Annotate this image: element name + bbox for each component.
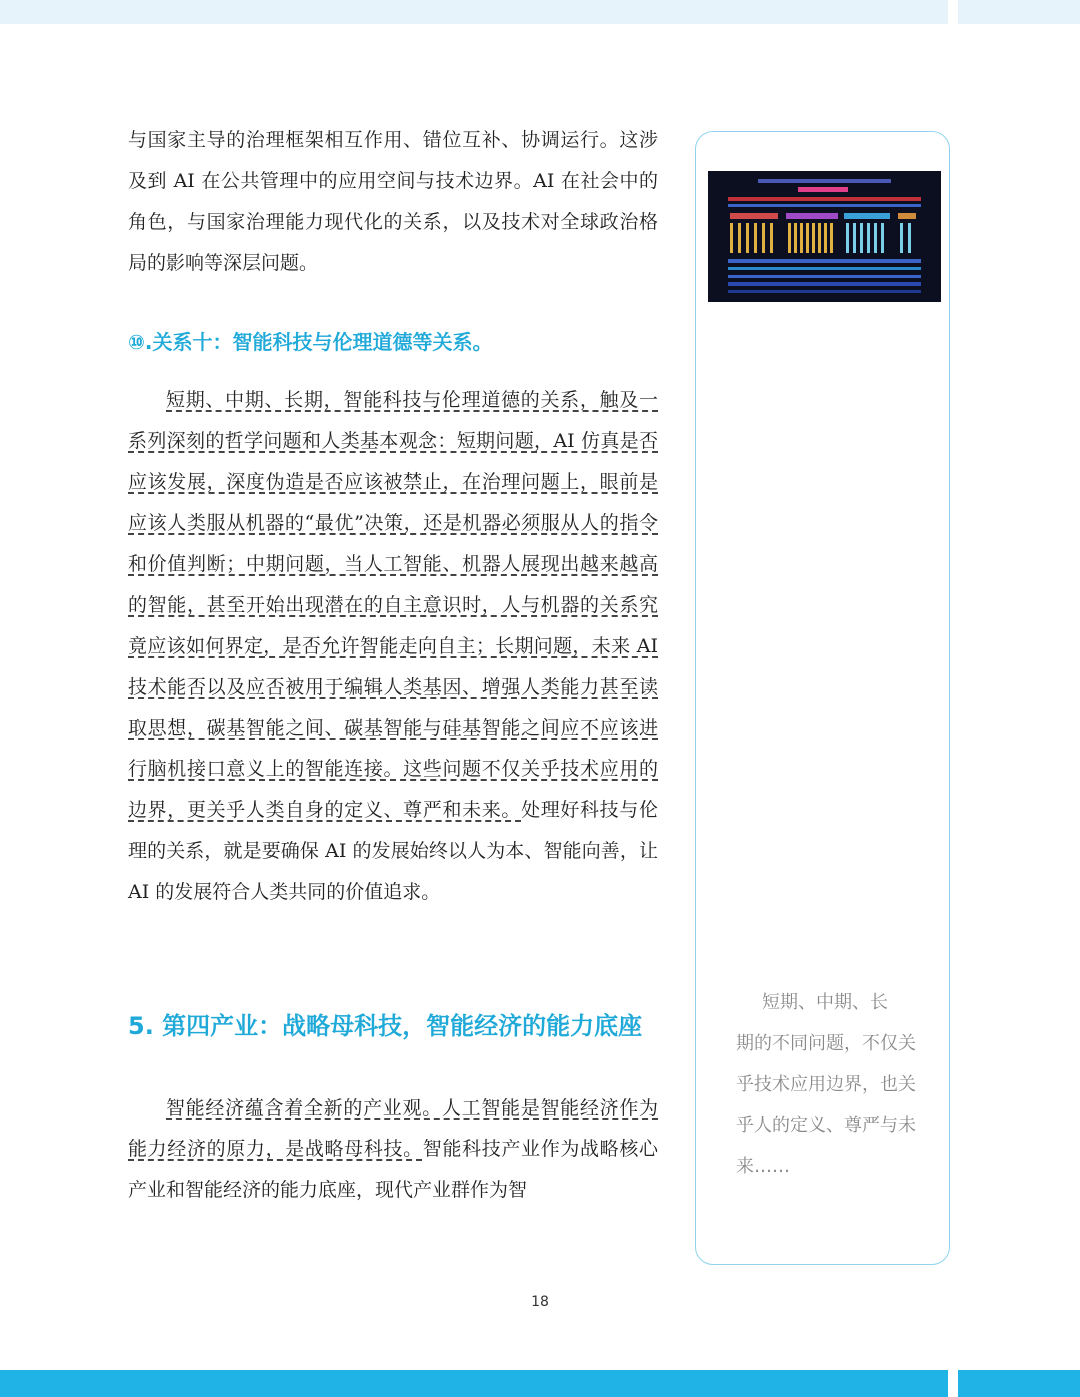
plain-text: 智能科技产业作为战略核心产业和智能经济的能力底座，现代产业群作为智 [128,1138,658,1201]
paragraph-governance: 与国家主导的治理框架相互作用、错位互补、协调运行。这涉及到 AI 在公共管理中的应用空间与技术边界。AI 在社会中的角色，与国家治理能力现代化的关系，以及技术对全球政治格局的影响等深层问题。 [128,129,658,274]
underlined-text: 短期、中期、长期，智能科技与伦理道德的关系，触及一系列深刻的哲学问题和人类基本观念：短期问题，AI 仿真是否应该发展，深度伪造是否应该被禁止，在治理问题上，眼前是应该人类服从机器的“最优”决策，还是机器必须服从人的指令和价值判断；中期问题，当人工智能、机器人展现出越来越高的智能，甚至开始出现潜在的自主意识时，人与机器的关系究竟应该如何界定，是否允许智能走向自主；长期问题，未来 AI 技术能否以及应否被用于编辑人类基因、增强人类能力甚至读取思想，碳基智能之间、碳基智能与硅基智能之间应不应该进行脑机接口意义上的智能连接。这些问题不仅关乎技术应用的边界，更关乎人类自身的定义、尊严和未来。 [128,389,658,821]
paragraph-intelligent-economy [128,1088,658,1211]
bottom-decor-bar [0,1370,948,1397]
pull-quote-first-line: 短期、中期、长 [762,992,888,1013]
underlined-text: 智能经济蕴含着全新的产业观。人工智能是智能经济作为能力经济的原力，是战略母科技。 [128,1097,658,1160]
plain-text: 处理好科技与伦理的关系，就是要确保 AI 的发展始终以人为本、智能向善，让 AI 的发展符合人类共同的价值追求。 [128,799,658,903]
sidebar-pull-quote [736,982,916,1187]
section-heading-fourth-industry: 5. 第四产业：战略母科技，智能经济的能力底座 [128,1012,643,1040]
subheading-relation-ten: ⑩.关系十：智能科技与伦理道德等关系。 [128,330,493,354]
pull-quote-rest: 期的不同问题，不仅关乎技术应用边界，也关乎人的定义、尊严与未来…… [736,1033,916,1177]
paragraph-ethics [128,380,658,913]
sidebar-figure-image [708,171,941,302]
bottom-decor-bar-side [958,1370,1080,1397]
top-decor-bar [0,0,948,24]
page-number: 18 [531,1294,549,1310]
top-decor-bar-side [958,0,1080,24]
